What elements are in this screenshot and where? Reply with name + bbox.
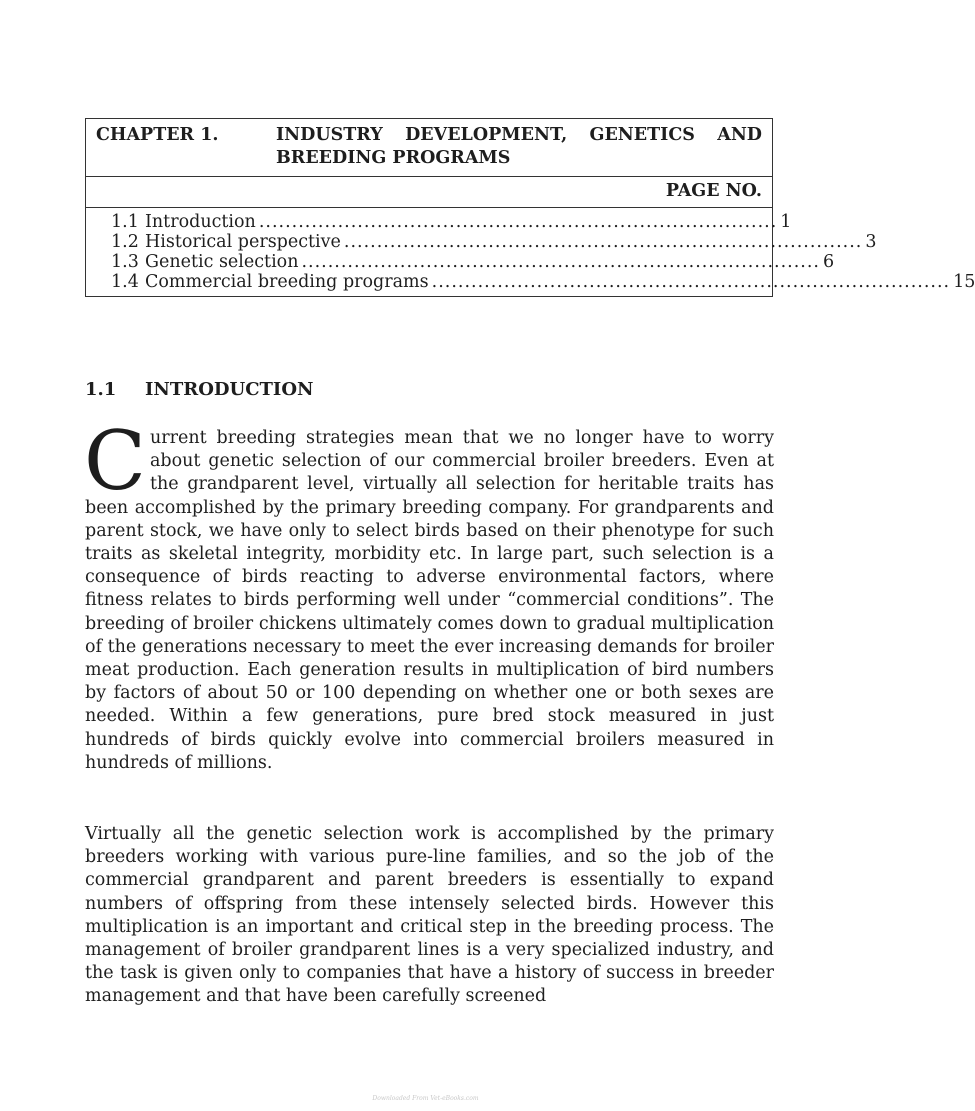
paragraph-text: urrent breeding strategies mean that we no longer have to worry about genetic selection of our commercial broiler breeders. Even at the grandparent level, virtually all selection for heritable traits has been accomplished by the primary breeding company. For grandparents and parent stock, we have only to select birds based on their phenotype for such traits as skeletal integrity, morbidity etc. In large part, such selection is a consequence of birds reacting to adverse environmental factors, where fitness relates to birds performing well under “commercial conditions”. The breeding of broiler chickens ultimately comes down to gradual multiplication of the generations necessary to meet the ever increasing demands for broiler meat production. Each generation results in multiplication of bird numbers by factors of about 50 or 100 depending on whether one or both sexes are needed. Within a few generations, pure bred stock measured in just hundreds of birds quickly evolve into commercial broilers measured in hundreds of millions.: [85, 428, 774, 773]
toc-leader-dots: ...............................................................................: [301, 252, 820, 272]
toc-leader-dots: ...............................................................................: [431, 272, 951, 292]
chapter-label: CHAPTER 1.: [96, 125, 219, 145]
section-heading: [85, 379, 314, 401]
toc-entry-page: 1: [780, 212, 792, 232]
toc-entry[interactable]: [111, 252, 835, 272]
toc-entry-title: Commercial breeding programs: [145, 272, 429, 292]
toc-header: [86, 119, 772, 177]
toc-entry-number: 1.4: [111, 272, 139, 292]
section-number: 1.1: [85, 379, 117, 400]
toc-entry-page: 3: [865, 232, 877, 252]
toc-leader-dots: ...............................................................................: [258, 212, 778, 232]
page-no-header: PAGE NO.: [86, 177, 772, 208]
drop-cap: C: [84, 415, 146, 509]
toc-entry-number: 1.3: [111, 252, 139, 272]
toc-entry-title: Genetic selection: [145, 252, 299, 272]
footer-watermark: Downloaded From Vet-eBooks.com: [372, 1095, 479, 1102]
toc-entry-number: 1.1: [111, 212, 139, 232]
toc-entry-page: 6: [822, 252, 835, 272]
toc-entry-title: Historical perspective: [145, 232, 341, 252]
toc-entry-page: 15: [953, 272, 975, 292]
table-of-contents: [85, 118, 975, 297]
toc-leader-dots: ...............................................................................: [343, 232, 863, 252]
toc-entry[interactable]: [111, 232, 877, 252]
chapter-title: INDUSTRY DEVELOPMENT, GENETICS AND BREEDING PROGRAMS: [276, 125, 762, 168]
toc-entry-number: 1.2: [111, 232, 139, 252]
toc-entry-title: Introduction: [145, 212, 256, 232]
toc-entry[interactable]: [111, 272, 975, 292]
body-paragraph: [85, 823, 774, 1009]
body-paragraph: [84, 415, 774, 775]
section-title: INTRODUCTION: [145, 379, 314, 400]
toc-entry[interactable]: [111, 212, 792, 232]
paragraph-text: Virtually all the genetic selection work is accomplished by the primary breeders working with various pure-line families, and so the job of the commercial grandparent and parent breeders is essentially to expand numbers of offspring from these intensely selected birds. However this multiplication is an important and critical step in the breeding process. The management of broiler grandparent lines is a very specialized industry, and the task is given only to companies that have a history of success in breeder management and that have been carefully screened: [85, 824, 774, 1007]
toc-list: [86, 208, 975, 296]
